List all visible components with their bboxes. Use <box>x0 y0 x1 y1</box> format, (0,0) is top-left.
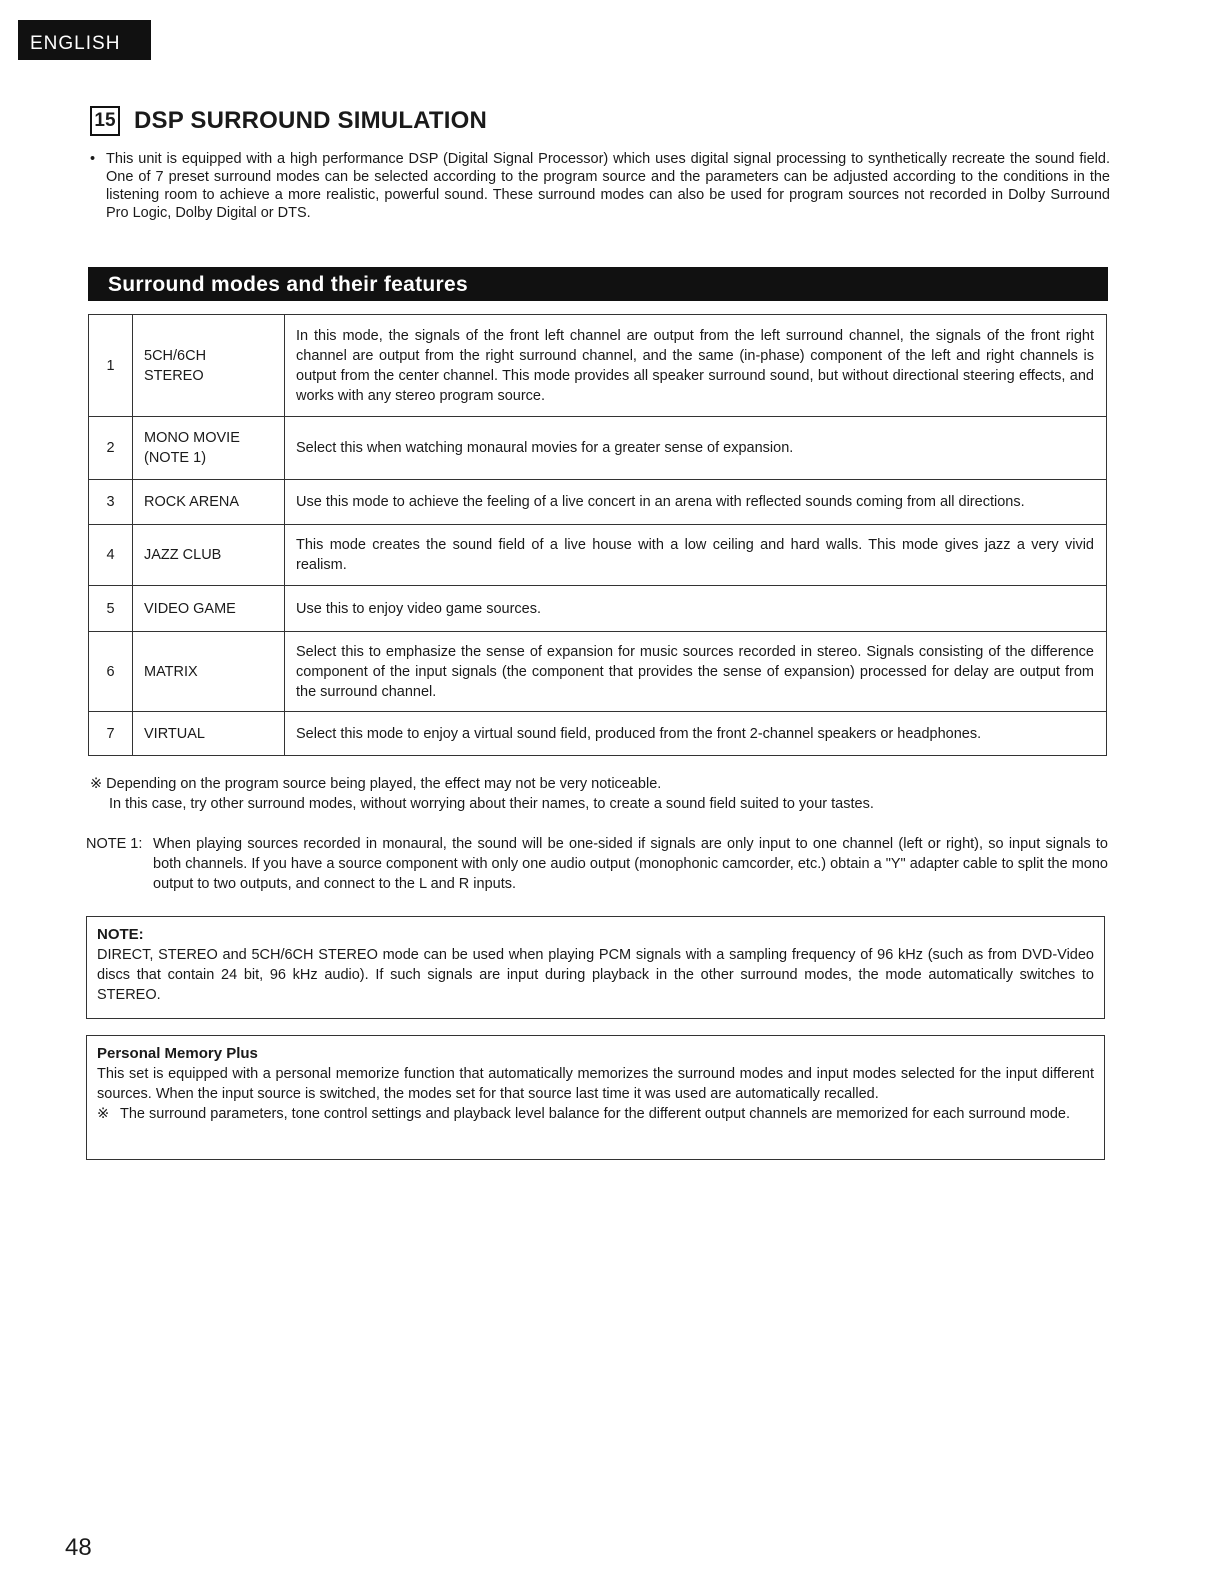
mode-description: Select this to emphasize the sense of expansion for music sources recorded in stereo. Signals consisting of the difference component of the input signals (the component that provides the sense of expansion) processed for delay are output from the surround channel. <box>285 632 1107 712</box>
section-title: DSP SURROUND SIMULATION <box>134 107 488 134</box>
mode-name: 5CH/6CH STEREO <box>133 315 285 417</box>
pmp-box-text: This set is equipped with a personal memorize function that automatically memorizes the surround modes and input modes selected for the input different sources. When the input source is switched, the modes set for that source last time it was used are automatically recalled. <box>97 1066 1094 1102</box>
note-box-text: DIRECT, STEREO and 5CH/6CH STEREO mode can be used when playing PCM signals with a sampling frequency of 96 kHz (such as from DVD-Video discs that contain 24 bit, 96 kHz audio). If such signals are input during playback in the other surround modes, the mode automatically switches to STEREO. <box>97 947 1094 1003</box>
mode-name: VIDEO GAME <box>133 586 285 632</box>
pmp-box-subnote <box>97 1104 1094 1124</box>
footnote-line-2: In this case, try other surround modes, without worrying about their names, to create a sound field suited to your tastes. <box>109 796 874 812</box>
pmp-box-title: Personal Memory Plus <box>97 1045 258 1062</box>
note-1-text: When playing sources recorded in monaural, the sound will be one-sided if signals are only input to one channel (left or right), so input signals to both channels. If you have a source component with only one audio output (monophonic camcorder, etc.) obtain a "Y" adapter cable to split the mono output to two outputs, and connect to the L and R inputs. <box>153 836 1108 892</box>
intro-text: This unit is equipped with a high performance DSP (Digital Signal Processor) which uses digital signal processing to synthetically recreate the sound field. One of 7 preset surround modes can be selected according to the program source and the parameters can be adjusted according to the conditions in the listening room to achieve a more realistic, powerful sound. These surround modes can also be used for program sources not recorded in Dolby Surround Pro Logic, Dolby Digital or DTS. <box>106 151 1110 221</box>
row-number: 3 <box>89 480 133 525</box>
mode-description: In this mode, the signals of the front left channel are output from the left surround channel, the signals of the front right channel are output from the right surround channel, and the same (in-phase) component of the left and right channels is output from the center channel. This mode provides all speaker surround sound, but without directional steering effects, and works with any stereo program source. <box>285 315 1107 417</box>
note-1-label: NOTE 1: <box>86 836 143 852</box>
reference-mark-icon: ※ <box>97 1106 110 1122</box>
note-box <box>86 916 1105 1019</box>
table-banner: Surround modes and their features <box>88 267 1108 301</box>
table-row <box>89 632 1107 712</box>
footnote-line-1: ※ Depending on the program source being played, the effect may not be very noticeable. <box>90 776 662 792</box>
note-box-title: NOTE: <box>97 926 144 943</box>
row-number: 1 <box>89 315 133 417</box>
table-row <box>89 525 1107 586</box>
personal-memory-plus-box <box>86 1035 1105 1160</box>
footnote <box>90 774 1110 814</box>
mode-name: JAZZ CLUB <box>133 525 285 586</box>
row-number: 4 <box>89 525 133 586</box>
mode-name: VIRTUAL <box>133 712 285 756</box>
mode-description: Select this mode to enjoy a virtual sound field, produced from the front 2-channel speakers or headphones. <box>285 712 1107 756</box>
table-row <box>89 712 1107 756</box>
mode-description: Use this mode to achieve the feeling of a live concert in an arena with reflected sounds coming from all directions. <box>285 480 1107 525</box>
table-row <box>89 586 1107 632</box>
page-number: 48 <box>65 1534 92 1561</box>
language-tab: ENGLISH <box>18 20 151 60</box>
mode-name: MONO MOVIE (NOTE 1) <box>133 417 285 480</box>
note-1 <box>86 834 1108 894</box>
row-number: 5 <box>89 586 133 632</box>
mode-description: Use this to enjoy video game sources. <box>285 586 1107 632</box>
mode-name: MATRIX <box>133 632 285 712</box>
table-row <box>89 315 1107 417</box>
mode-description: This mode creates the sound field of a live house with a low ceiling and hard walls. This mode gives jazz a very vivid realism. <box>285 525 1107 586</box>
row-number: 7 <box>89 712 133 756</box>
section-number-badge: 15 <box>90 106 120 136</box>
pmp-box-subnote-text: The surround parameters, tone control settings and playback level balance for the different output channels are memorized for each surround mode. <box>120 1106 1071 1122</box>
row-number: 2 <box>89 417 133 480</box>
row-number: 6 <box>89 632 133 712</box>
bullet-icon: • <box>90 151 96 167</box>
surround-modes-table <box>88 314 1107 756</box>
mode-description: Select this when watching monaural movies for a greater sense of expansion. <box>285 417 1107 480</box>
intro-paragraph <box>90 150 1110 222</box>
table-row <box>89 417 1107 480</box>
table-row <box>89 480 1107 525</box>
mode-name: ROCK ARENA <box>133 480 285 525</box>
section-heading <box>90 104 487 138</box>
